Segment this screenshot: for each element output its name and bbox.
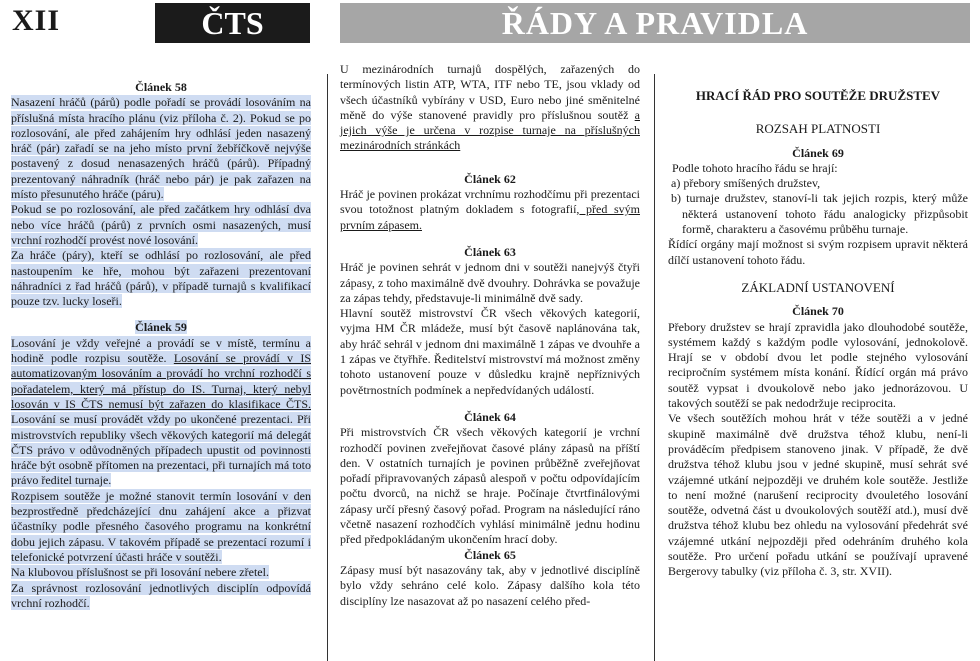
org-banner: ČTS (155, 3, 310, 43)
column-right (668, 88, 968, 580)
section-heading-scope: ROZSAH PLATNOSTI (755, 121, 881, 137)
article-70-title: Článek 70 (792, 304, 844, 319)
article-69-intro: Podle tohoto hracího řádu se hrají: (672, 160, 838, 175)
section-heading-basic: ZÁKLADNÍ USTANOVENÍ (741, 279, 895, 295)
article-58-p2: Pokud se po rozlosování, ale před začátkem hry odhlásí dva nebo více hráčů (párů) z prvních osmi nasazených, musí vrchní rozhodčí provést nové losování. (11, 202, 311, 247)
article-59-title: Článek 59 (135, 320, 187, 335)
article-69-item-a: a) přebory smíšených družstev, (671, 176, 821, 191)
section-roman-numeral: XII (12, 4, 61, 37)
article-69-p2: Řídící orgány mají možnost si svým rozpisem upravit některá dílčí ustanovení tohoto řádu. (668, 237, 968, 267)
article-59-p2: Rozpisem soutěže je možné stanovit termín losování v den bezprostředně předcházející dnu zahájení akce a přizvat účastníky podle přesného časového programu na konkrétní dobu jejich zápasu. V takovém případě se prezentací rozumí i telefonické potvrzení účasti hráče v soutěži. (11, 488, 311, 564)
article-58-p3: Za hráče (páry), kteří se odhlásí po rozlosování, ale před nastoupením ke hře, mohou být zařazeni prezentovaní náhradníci z řad hráčů (párů), v případě turnajů s kvalifikací pouze tzv. lucky loseři. (11, 248, 311, 309)
column-divider-right (654, 74, 655, 661)
article-69-title: Článek 69 (792, 145, 844, 160)
article-64-title: Článek 64 (464, 409, 516, 424)
article-69-item-b: b) turnaje družstev, stanoví-li tak jejich rozpis, který může některá ustanovení tohoto řádu analogicky přizpůsobit formě, charakteru a časovému průběhu turnaje. (671, 191, 968, 237)
article-62-title: Článek 62 (464, 171, 516, 186)
article-65-p1: Zápasy musí být nasazovány tak, aby v jednotlivé disciplíně bylo vždy sehráno celé kolo. Zápasy dalšího kola této disciplíny lze nasazovat až po nasazení celého před- (340, 562, 640, 608)
article-63-title: Článek 63 (464, 244, 516, 259)
article-63-p1: Hráč je povinen sehrát v jednom dni v soutěži nanejvýš čtyři zápasy, z toho maximálně dvě dvouhry. Dohrávka se považuje za zápas tehdy, představuje-li minimálně dvě sady. (340, 260, 640, 305)
article-59-p1: Losování je vždy veřejné a provádí se v místě, termínu a hodině podle rozpisu soutěže. Losování se provádí v IS automatizovaným losováním a provádí ho vrchní rozhodčí s pořadatelem, který má přístup do IS. Turnaj, který nebyl losován v IS ČTS nemusí být zařazen do klasifikace ČTS. Losování se musí provádět vždy po ukončené prezentaci. Při mistrovstvích republiky všech věkových kategorií má delegát ČTS právo v odůvodněných případech upustit od povinnosti hráče být osobně přítomen na prezentaci, při turnajích má toto právo ředitel turnaje. (11, 335, 311, 488)
article-62-p1: Hráč je povinen prokázat vrchnímu rozhodčímu při prezentaci svou totožnost platným dokladem s fotografií, před svým prvním zápasem. (340, 187, 640, 232)
article-70-p1: Přebory družstev se hrají zpravidla jako dlouhodobé soutěže, systémem každý s každým podle vylosování, jednokolově. Hrají se v období dvou let podle stejného vylosování recipročním systémem místa konání. Řídící orgán má právo soutěž vypsat i dvoukolově nebo jako jednorázovou. U takových soutěží se pak nedodržuje reciprocita. (668, 319, 968, 411)
column-middle (340, 62, 640, 609)
column-divider-left (327, 74, 328, 661)
article-58-title: Článek 58 (135, 80, 187, 94)
article-59-p3: Na klubovou příslušnost se při losování nebere zřetel. (11, 565, 269, 580)
article-58-p1: Nasazení hráčů (párů) podle pořadí se provádí losováním na příslušná místa hracího plánu (viz příloha č. 2). Pokud se po rozlosování, ale před zahájením hry odhlásí jeden nasazený hráč (pár) zařadí se na jeho místo první žebříčkově nejvýše postavený z dosud nenasazených hráčů (párů). Případný prezentovaný náhradník (hráč nebo pár) je pak zařazen na místo přesunutého hráče (páru). (11, 95, 311, 202)
intro-paragraph: U mezinárodních turnajů dospělých, zařazených do termínových listin ATP, WTA, ITF nebo TE, jsou vklady od všech účastníků vybírány v USD, Euro nebo jiné směnitelné měně do výše stanovené pravidly pro příslušnou soutěž a jejich výše je určena v rozpise turnaje na příslušných mezinárodních stránkách (340, 62, 640, 153)
article-70-p2: Ve všech soutěžích mohou hrát v téže soutěži a v jedné skupině maximálně dvě družstva téhož klubu, není-li prováděcím předpisem stanoveno jinak. V případě, že dvě družstva téhož klubu jsou v jedné skupině, musí sehrát své vzájemné utkání nejpozději ve druhém kole soutěže. Jestliže to není možné (narušení reciprocity dvouletého losování soutěže, odvetná část u dvoukolových soutěží atd.), musí dvě družstva téhož klubu bez ohledu na vylosování předehrát své vzájemné utkání nejpozději před odehráním druhého kola soutěže. Pro určení pořadu utkání se používají upravené Bergerovy tabulky (viz příloha č. 3, str. XVII). (668, 411, 968, 579)
column-left (11, 80, 311, 611)
section-heading-team-rules: HRACÍ ŘÁD PRO SOUTĚŽE DRUŽSTEV (695, 88, 941, 103)
title-banner: ŘÁDY A PRAVIDLA (340, 3, 970, 43)
article-65-title: Článek 65 (464, 547, 516, 562)
article-59-p4: Za správnost rozlosování jednotlivých disciplín odpovídá vrchní rozhodčí. (11, 580, 311, 610)
article-64-p1: Při mistrovstvích ČR všech věkových kategorií je vrchní rozhodčí povinen zveřejňovat časové plány zápasů na příští den. V ostatních turnajích je povinen průběžně zveřejňovat pořadí připravovaných zápasů alespoň v počtu odpovídajícím počtu dvorců, na nichž se hraje. Počínaje čtvrtfinálovými zápasy určí přesný časový pořad. Program na následující ráno včetně nasazení rozhodčích vyhlásí minimálně jednu hodinu před předpokládaným ukončením hrací doby. (340, 425, 640, 547)
article-63-p2: Hlavní soutěž mistrovství ČR všech věkových kategorií, vyjma HM ČR mládeže, musí být časově naplánována tak, aby hráč sehrál v jednom dni maximálně 1 zápas ve dvouhře a 1 zápas ve čtyřhře. Ředitelství mistrovství má možnost změny tohoto ustanovení pouze v důsledku krajně nepříznivých povětrnostních podmínek a nepředvídaných událostí. (340, 306, 640, 397)
